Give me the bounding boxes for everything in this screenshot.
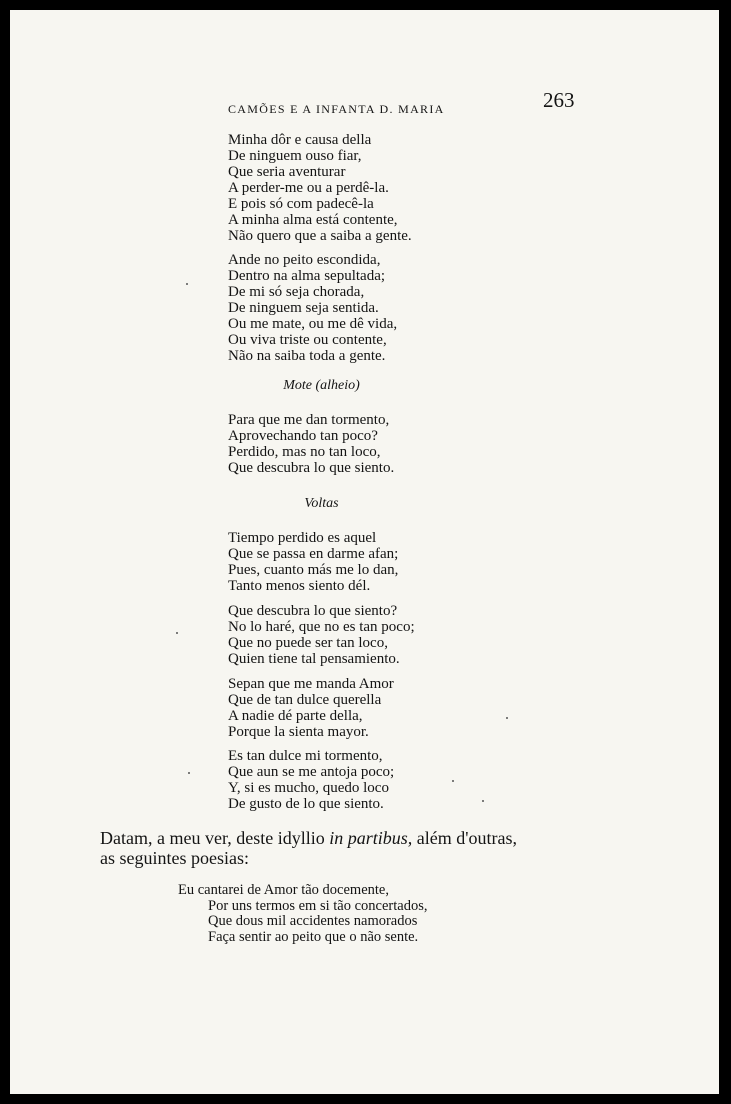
page-number: 263 (543, 88, 575, 112)
prose-text: além d'outras, (412, 828, 517, 848)
verse-line: Para que me dan tormento, (228, 412, 390, 428)
verse-line: No lo haré, que no es tan poco; (228, 619, 415, 635)
verse-line: Ou me mate, ou me dê vida, (228, 316, 398, 332)
verse-line: A perder-me ou a perdê-la. (228, 180, 389, 196)
prose-text: Datam, a meu ver, deste idyllio (100, 828, 330, 848)
scan-speck (482, 800, 484, 802)
stanza-1 (228, 132, 412, 244)
volta-stanza-1 (228, 530, 398, 594)
scan-speck (186, 283, 188, 285)
verse-line: Ande no peito escondida, (228, 252, 381, 268)
verse-line: De ninguem seja sentida. (228, 300, 379, 316)
verse-line: Que de tan dulce querella (228, 692, 382, 708)
verse-line: De ninguem ouso fiar, (228, 148, 362, 164)
verse-line: E pois só com padecê-la (228, 196, 374, 212)
verse-line: Tanto menos siento dél. (228, 578, 371, 594)
voltas-heading: Voltas (304, 496, 339, 511)
mote-stanza (228, 412, 394, 476)
verse-line: Que no puede ser tan loco, (228, 635, 388, 651)
verse-line: Não quero que a saiba a gente. (228, 228, 412, 244)
verse-line: Sepan que me manda Amor (228, 676, 394, 692)
verse-line: Aprovechando tan poco? (228, 428, 378, 444)
volta-stanza-3 (228, 676, 394, 740)
prose-italic: in partibus, (329, 828, 413, 848)
verse-line: Tiempo perdido es aquel (228, 530, 377, 546)
verse-line: A nadie dé parte della, (228, 708, 363, 724)
verse-line: De gusto de lo que siento. (228, 796, 384, 812)
verse-line: De mi só seja chorada, (228, 284, 365, 300)
verse-line: Por uns termos em si tão concertados, (208, 897, 428, 914)
verse-line: Que seria aventurar (228, 164, 346, 180)
verse-line: Dentro na alma sepultada; (228, 268, 386, 284)
verse-line: Que se passa en darme afan; (228, 546, 399, 562)
verse-line: Porque la sienta mayor. (228, 724, 369, 740)
prose-line-2: as seguintes poesias: (100, 848, 249, 868)
verse-line: Eu cantarei de Amor tão docemente, (178, 882, 389, 898)
verse-line: Pues, cuanto más me lo dan, (228, 562, 399, 578)
verse-line: Que descubra lo que siento. (228, 460, 395, 476)
scan-speck (188, 772, 190, 774)
verse-line: Que descubra lo que siento? (228, 603, 398, 619)
scan-speck (452, 780, 454, 782)
scan-speck (176, 632, 178, 634)
verse-line: Es tan dulce mi tormento, (228, 748, 383, 764)
running-title: CAMÕES E A INFANTA D. MARIA (228, 102, 445, 116)
verse-line: Quien tiene tal pensamiento. (228, 651, 400, 667)
quoted-quatrain (178, 883, 427, 945)
scan-speck (506, 717, 508, 719)
verse-line: Minha dôr e causa della (228, 132, 372, 148)
verse-line: Faça sentir ao peito que o não sente. (208, 928, 419, 945)
verse-line: Perdido, mas no tan loco, (228, 444, 381, 460)
mote-heading: Mote (alheio) (283, 378, 360, 393)
verse-line: Ou viva triste ou contente, (228, 332, 387, 348)
verse-line: Não na saiba toda a gente. (228, 348, 386, 364)
verse-line: Que aun se me antoja poco; (228, 764, 395, 780)
verse-line: Que dous mil accidentes namorados (208, 913, 418, 929)
prose-line-1 (100, 828, 517, 848)
stanza-2 (228, 252, 397, 364)
book-page (10, 10, 719, 1094)
verse-line: A minha alma está contente, (228, 212, 398, 228)
verse-line: Y, si es mucho, quedo loco (228, 780, 389, 796)
volta-stanza-2 (228, 603, 415, 667)
volta-stanza-4 (228, 748, 394, 812)
